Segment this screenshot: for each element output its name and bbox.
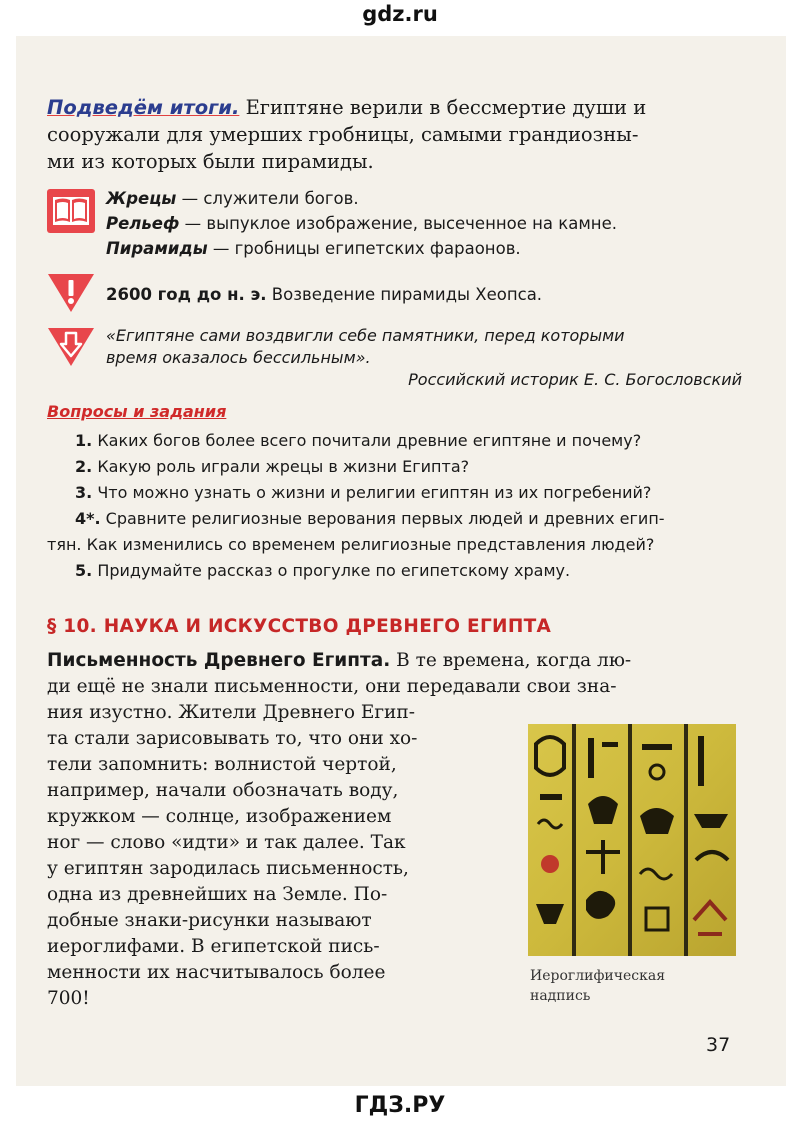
down-arrow-triangle-icon — [46, 326, 96, 368]
question-item — [47, 480, 747, 506]
question-text: Какую роль играли жрецы в жизни Египта? — [97, 457, 470, 476]
question-text: Каких богов более всего почитали древние египтяне и почему? — [97, 431, 642, 450]
section-body-column — [47, 700, 499, 1012]
body-line: кружком — солнце, изображением — [47, 806, 392, 827]
question-item — [47, 558, 747, 584]
question-item — [47, 506, 747, 532]
question-number: 4*. — [75, 509, 101, 528]
site-header-label: gdz.ru — [362, 2, 438, 26]
body-line: В те времена, когда лю- — [390, 650, 632, 671]
body-line: 700! — [47, 988, 90, 1009]
section-body — [47, 648, 747, 700]
date-fact — [106, 282, 746, 307]
body-line: иероглифами. В египетской пись- — [47, 936, 380, 957]
glossary-definition: — гробницы египетских фараонов. — [207, 239, 521, 258]
question-number: 2. — [75, 457, 93, 476]
summary-block — [47, 94, 747, 175]
body-line: добные знаки-рисунки называют — [47, 910, 372, 931]
caption-line: Иероглифическая — [530, 968, 666, 984]
question-number: 1. — [75, 431, 93, 450]
summary-line: сооружали для умерших гробницы, самыми грандиозны- — [47, 123, 639, 146]
image-caption — [530, 966, 730, 1006]
exclamation-triangle-icon — [46, 272, 96, 314]
body-line: та стали зарисовывать то, что они хо- — [47, 728, 418, 749]
question-number: 5. — [75, 561, 93, 580]
body-line: ди ещё не знали письменности, они передавали свои зна- — [47, 676, 617, 697]
quote-block — [106, 325, 742, 391]
summary-line: Египтяне верили в бессмертие души и — [245, 96, 647, 119]
hieroglyph-image — [528, 724, 736, 956]
question-item — [47, 454, 747, 480]
question-item — [47, 428, 747, 454]
question-text: Придумайте рассказ о прогулке по египетскому храму. — [97, 561, 571, 580]
body-line: у египтян зародилась письменность, — [47, 858, 409, 879]
date-fact-text: Возведение пирамиды Хеопса. — [266, 285, 543, 304]
glossary-list — [106, 186, 746, 261]
body-line: одна из древнейших на Земле. По- — [47, 884, 388, 905]
section-subheading: Письменность Древнего Египта. — [47, 650, 391, 671]
date-fact-date: 2600 год до н. э. — [106, 285, 267, 304]
questions-list — [47, 428, 747, 584]
page-number: 37 — [706, 1034, 731, 1056]
section-title: § 10. НАУКА И ИСКУССТВО ДРЕВНЕГО ЕГИПТА — [47, 616, 552, 637]
quote-author: Российский историк Е. С. Богословский — [408, 370, 742, 389]
summary-heading: Подведём итоги. — [47, 96, 240, 119]
quote-line: «Египтяне сами воздвигли себе памятники, перед которыми — [106, 326, 625, 345]
questions-title: Вопросы и задания — [47, 402, 227, 421]
body-line: ног — слово «идти» и так далее. Так — [47, 832, 406, 853]
question-text-continued: тян. Как изменились со временем религиозные представления людей? — [47, 535, 655, 554]
glossary-definition: — служители богов. — [176, 189, 359, 208]
body-line: ния изустно. Жители Древнего Егип- — [47, 702, 415, 723]
body-line: тели запомнить: волнистой чертой, — [47, 754, 397, 775]
glossary-term: Жрецы — [106, 189, 177, 208]
question-text: Сравните религиозные верования первых людей и древних егип- — [105, 509, 665, 528]
caption-line: надпись — [530, 988, 591, 1004]
body-line: менности их насчитывалось более — [47, 962, 386, 983]
glossary-item — [106, 211, 746, 236]
quote-line: время оказалось бессильным». — [106, 348, 371, 367]
question-number: 3. — [75, 483, 93, 502]
glossary-term: Рельеф — [106, 214, 180, 233]
summary-line: ми из которых были пирамиды. — [47, 150, 374, 173]
glossary-item — [106, 186, 746, 211]
glossary-item — [106, 236, 746, 261]
question-text: Что можно узнать о жизни и религии египтян из их погребений? — [97, 483, 652, 502]
body-line: например, начали обозначать воду, — [47, 780, 399, 801]
glossary-term: Пирамиды — [106, 239, 208, 258]
site-footer-label: ГДЗ.РУ — [354, 1093, 446, 1118]
book-icon — [46, 188, 96, 234]
glossary-definition: — выпуклое изображение, высеченное на камне. — [179, 214, 617, 233]
